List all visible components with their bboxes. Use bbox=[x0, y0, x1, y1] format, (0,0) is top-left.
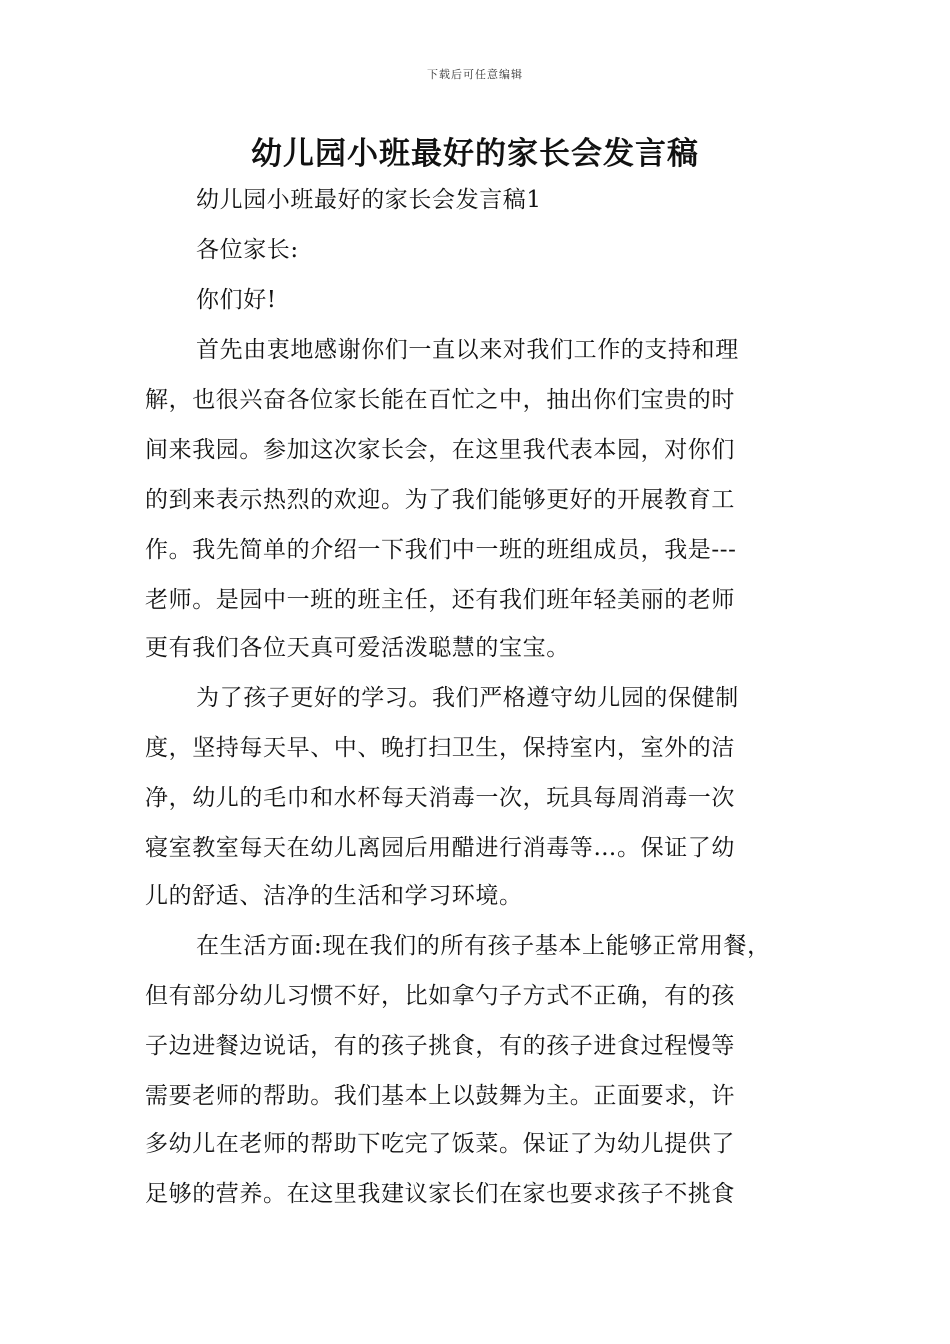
salutation-line: 各位家长: bbox=[196, 237, 299, 263]
paragraph-1-line-2: 解，也很兴奋各位家长能在百忙之中，抽出你们宝贵的时 bbox=[145, 387, 735, 413]
paragraph-2-line-2: 度，坚持每天早、中、晚打扫卫生，保持室内，室外的洁 bbox=[145, 735, 735, 761]
paragraph-3-line-6: 足够的营养。在这里我建议家长们在家也要求孩子不挑食 bbox=[145, 1181, 735, 1207]
paragraph-2-line-5: 儿的舒适、洁净的生活和学习环境。 bbox=[145, 883, 523, 909]
paragraph-1-line-1: 首先由衷地感谢你们一直以来对我们工作的支持和理 bbox=[196, 337, 739, 363]
paragraph-2-line-3: 净，幼儿的毛巾和水杯每天消毒一次，玩具每周消毒一次 bbox=[145, 785, 735, 811]
paragraph-3-line-1: 在生活方面:现在我们的所有孩子基本上能够正常用餐， bbox=[196, 933, 771, 959]
subtitle-line: 幼儿园小班最好的家长会发言稿1 bbox=[196, 187, 542, 213]
document-title: 幼儿园小班最好的家长会发言稿 bbox=[251, 136, 699, 172]
paragraph-2-line-4: 寝室教室每天在幼儿离园后用醋进行消毒等…。保证了幼 bbox=[145, 835, 735, 861]
paragraph-3-line-5: 多幼儿在老师的帮助下吃完了饭菜。保证了为幼儿提供了 bbox=[145, 1131, 735, 1157]
paragraph-3-line-3: 子边进餐边说话，有的孩子挑食，有的孩子进食过程慢等 bbox=[145, 1033, 735, 1059]
paragraph-3-line-2: 但有部分幼儿习惯不好，比如拿勺子方式不正确，有的孩 bbox=[145, 983, 735, 1009]
paragraph-1-line-6: 老师。是园中一班的班主任，还有我们班年轻美丽的老师 bbox=[145, 587, 735, 613]
paragraph-3-line-4: 需要老师的帮助。我们基本上以鼓舞为主。正面要求，许 bbox=[145, 1083, 735, 1109]
paragraph-2-line-1: 为了孩子更好的学习。我们严格遵守幼儿园的保健制 bbox=[196, 685, 739, 711]
paragraph-1-line-4: 的到来表示热烈的欢迎。为了我们能够更好的开展教育工 bbox=[145, 487, 735, 513]
paragraph-1-line-7: 更有我们各位天真可爱活泼聪慧的宝宝。 bbox=[145, 635, 570, 661]
header-note: 下载后可任意编辑 bbox=[427, 68, 523, 81]
paragraph-1-line-3: 间来我园。参加这次家长会，在这里我代表本园，对你们 bbox=[145, 437, 735, 463]
paragraph-1-line-5: 作。我先简单的介绍一下我们中一班的班组成员，我是--- bbox=[145, 537, 737, 563]
greeting-line: 你们好! bbox=[196, 287, 277, 313]
